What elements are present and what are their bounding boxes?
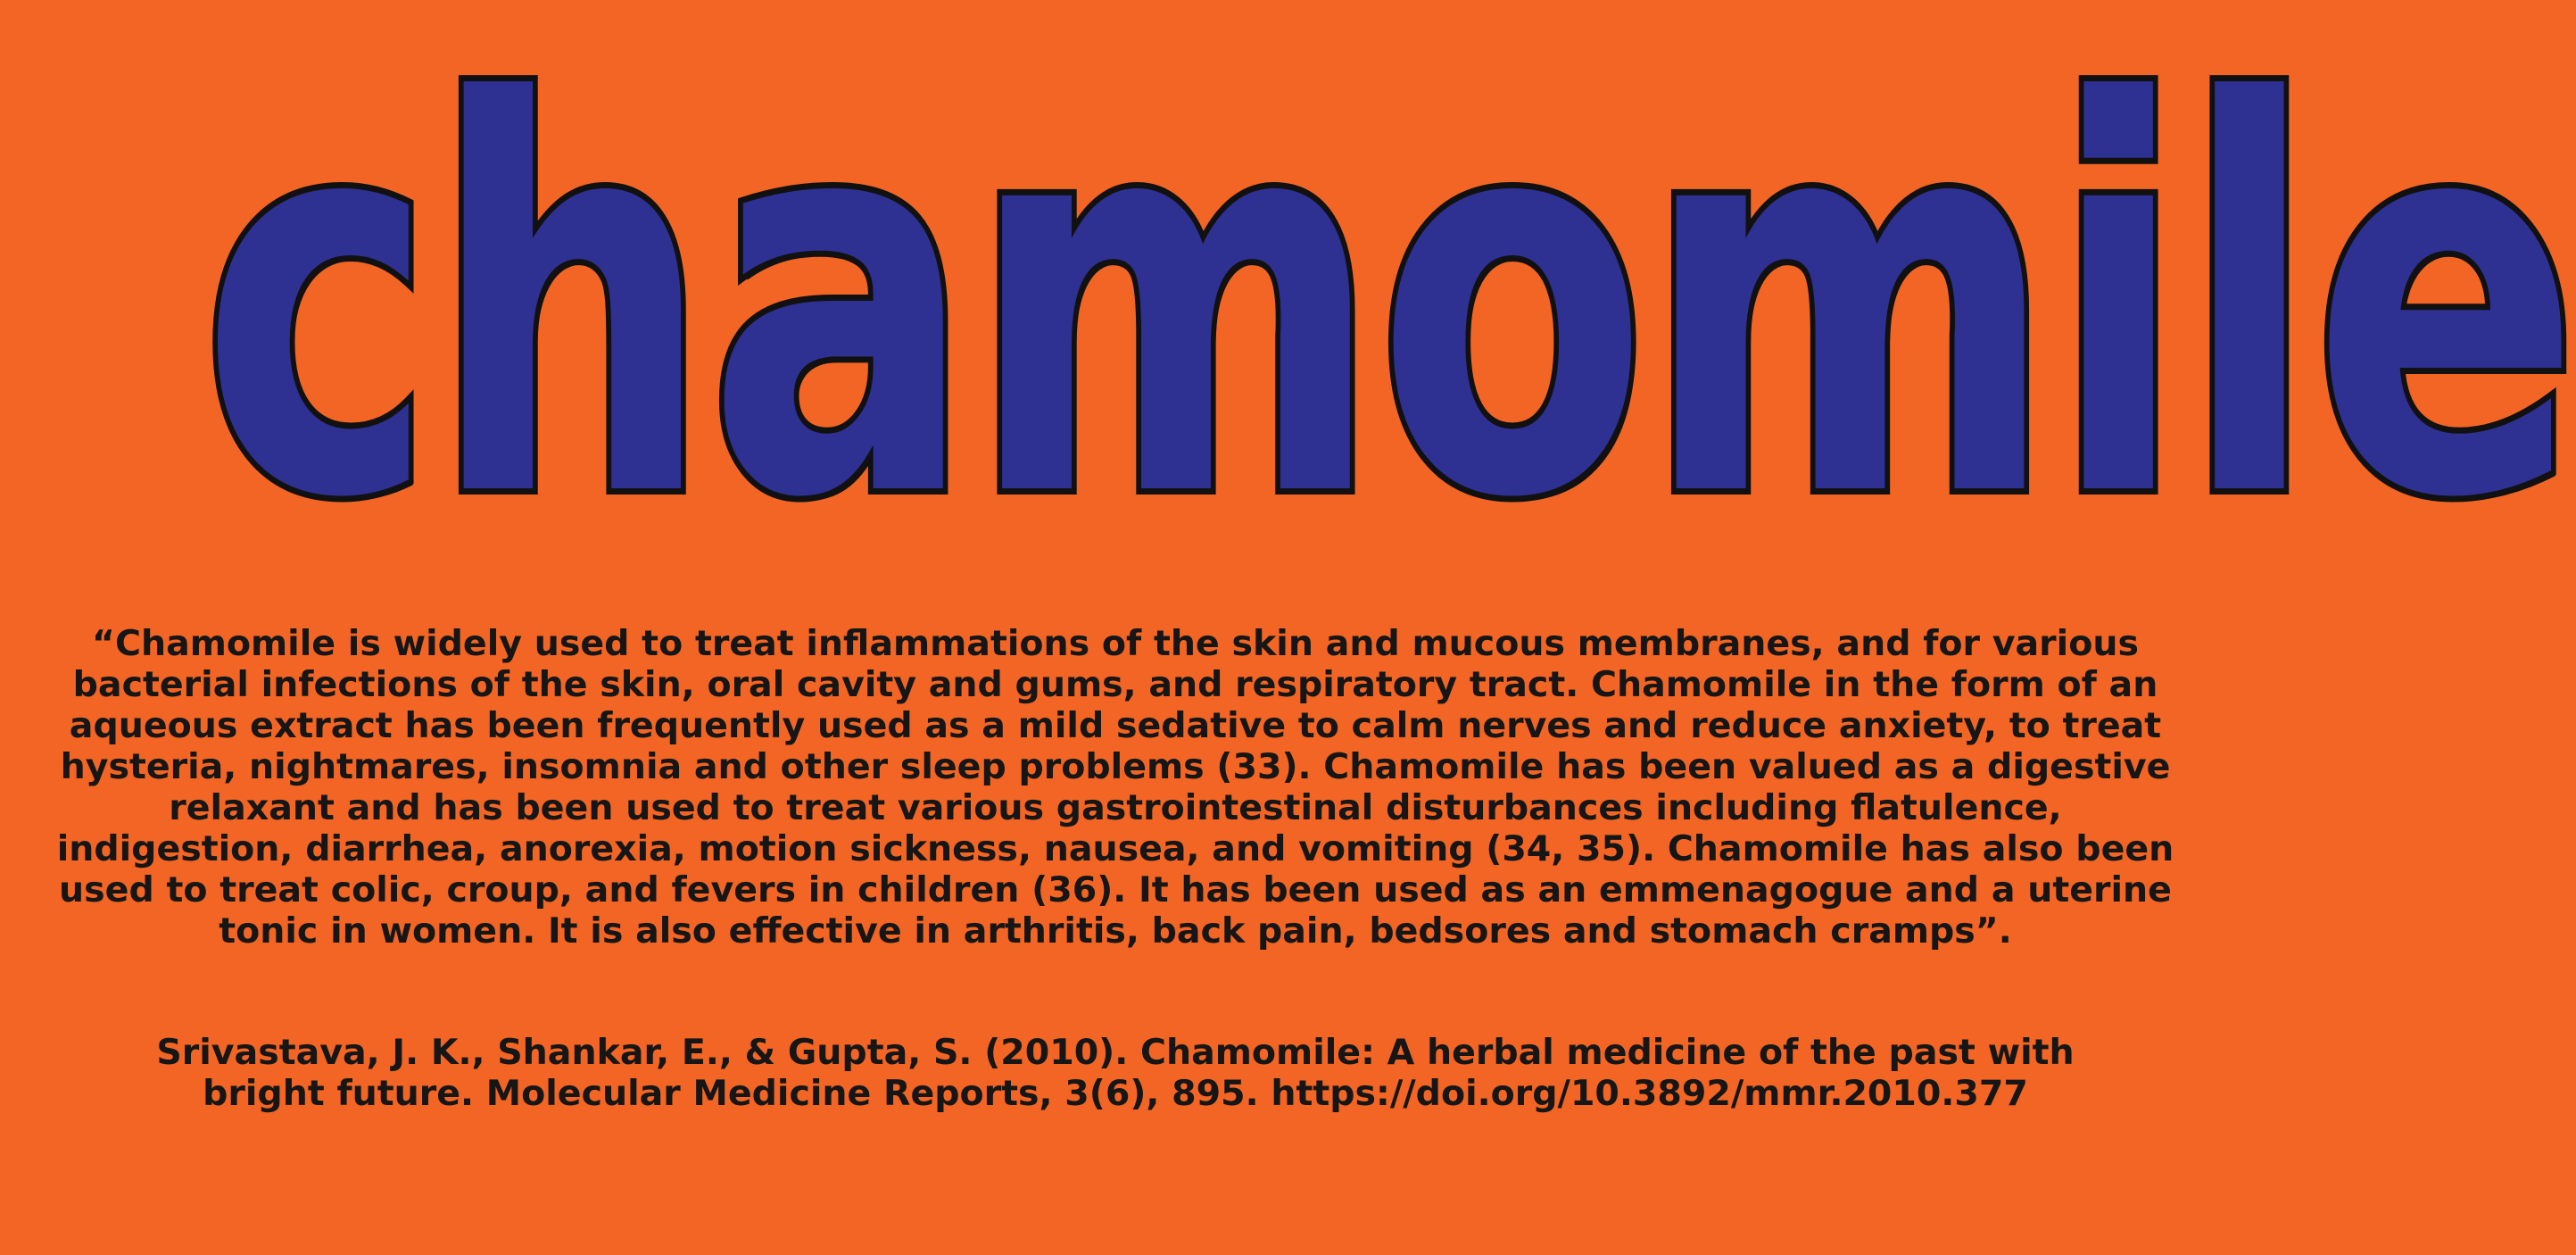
title-wordmark: chamomile <box>201 0 2576 615</box>
quote-paragraph: “Chamomile is widely used to treat inflammations of the skin and mucous membranes, and for various bacterial infections of the skin, oral cavity and gums, and respiratory tract. Chamomile in the form of an aqueous extract has been frequently used as a mild sedative to calm nerves and reduce anxiety, to treat hysteria, nightmares, insomnia and other sleep problems (33). Chamomile has been valued as a digestive relaxant and has been used to treat various gastrointestinal disturbances including flatulence, indigestion, diarrhea, anorexia, motion sickness, nausea, and vomiting (34, 35). Chamomile has also been used to treat colic, croup, and fevers in children (36). It has been used as an emmenagogue and a uterine tonic in women. It is also effective in arthritis, back pain, bedsores and stomach cramps”. <box>56 623 2174 952</box>
citation-reference: Srivastava, J. K., Shankar, E., & Gupta, S. (2010). Chamomile: A herbal medicine of the past with bright future. Molecular Medicine Reports, 3(6), 895. https://doi.org/10.3892/mmr.2010.377 <box>156 1032 2075 1114</box>
